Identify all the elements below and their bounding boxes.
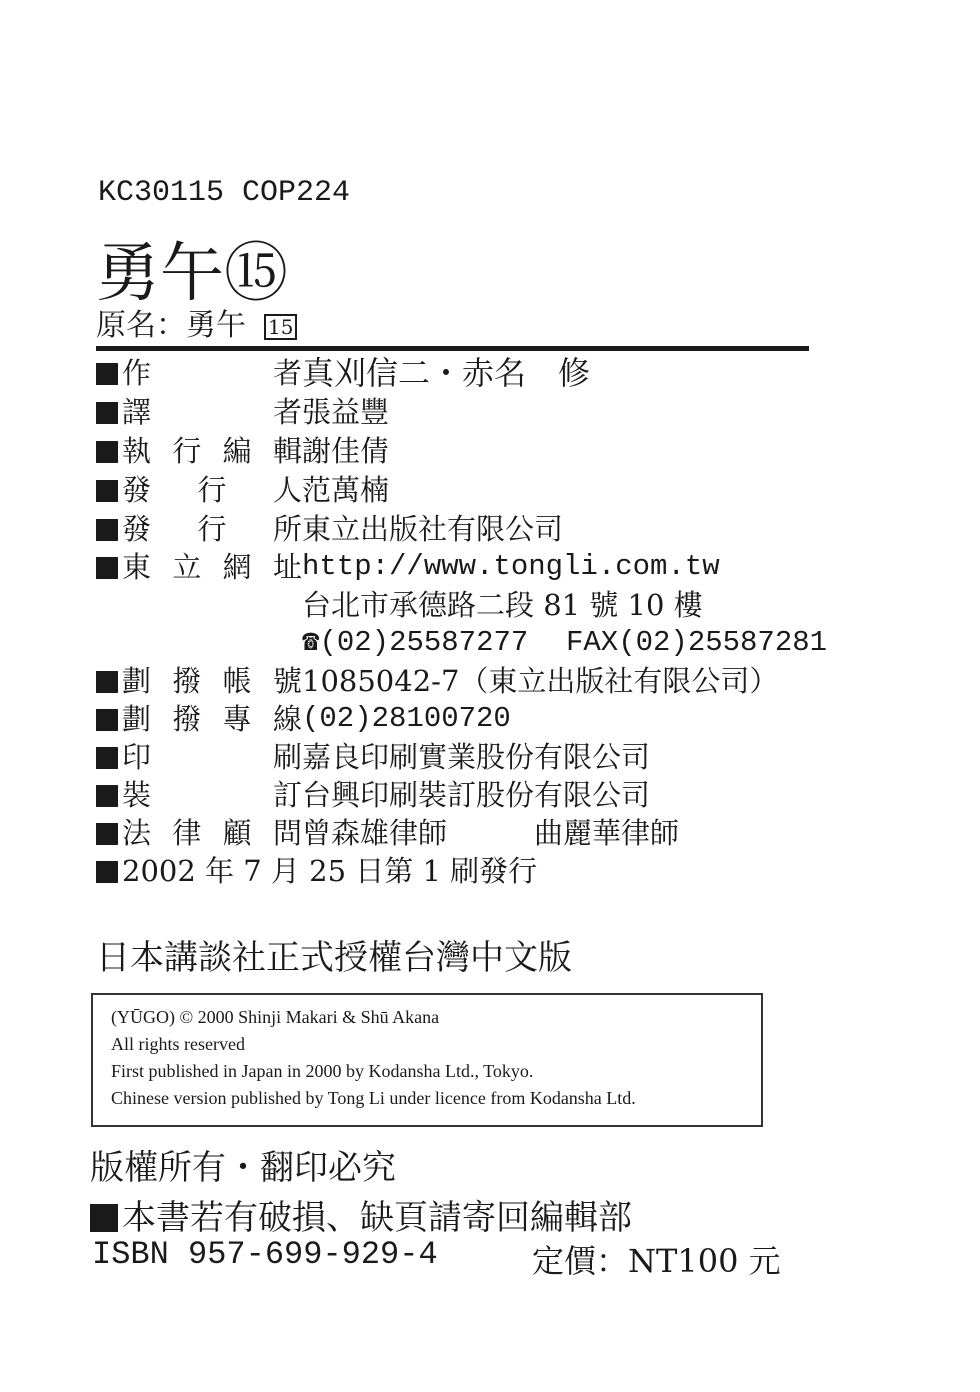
bullet-square <box>96 480 118 502</box>
printing-value: 嘉良印刷實業股份有限公司 <box>302 740 651 774</box>
bullet-square <box>96 861 118 883</box>
editor-value: 謝佳倩 <box>302 434 390 468</box>
bullet-square <box>96 785 118 807</box>
bullet-square <box>96 519 118 541</box>
credit-row-website: 東立網址 <box>96 548 302 586</box>
copyright-line: All rights reserved <box>111 1034 245 1054</box>
phone-number: ☎(02)25587277 <box>302 626 529 659</box>
volume-box: 15 <box>264 314 297 340</box>
bullet-square <box>96 709 118 731</box>
bullet-square <box>96 441 118 463</box>
rights-reserved: 版權所有・翻印必究 <box>90 1148 396 1188</box>
credit-row-company: 發 行 所 <box>96 510 302 548</box>
publication-date: 2002 年 7 月 25 日第 1 刷發行 <box>96 852 537 890</box>
price: 定價：NT100 元 <box>532 1242 781 1280</box>
credit-row-binding: 裝 訂 <box>96 776 302 814</box>
publisher-value: 范萬楠 <box>302 473 390 507</box>
credit-row-translator: 譯 者 <box>96 393 302 431</box>
credit-row-account: 劃撥帳號 <box>96 662 302 700</box>
author-value: 真刈信二・赤名 修 <box>302 354 591 392</box>
fax-number: FAX(02)25587281 <box>566 626 828 659</box>
account-value: 1085042-7（東立出版社有限公司） <box>302 664 779 698</box>
copyright-line: First published in Japan in 2000 by Kodansha Ltd., Tokyo. <box>111 1061 534 1081</box>
book-title: 勇午⑮ <box>96 237 288 311</box>
authorization-statement: 日本講談社正式授權台灣中文版 <box>96 938 572 978</box>
bullet-square <box>96 823 118 845</box>
bullet-square <box>96 402 118 424</box>
header-rule <box>96 346 809 351</box>
binding-value: 台興印刷裝訂股份有限公司 <box>302 778 651 812</box>
credit-row-hotline: 劃撥專線 <box>96 700 302 738</box>
copyright-box <box>91 993 763 1127</box>
isbn: ISBN 957-699-929-4 <box>92 1236 438 1273</box>
address: 台北市承德路二段 81 號 10 樓 <box>302 588 703 622</box>
credit-row-legal: 法律顧問 <box>96 814 302 852</box>
credit-row-printing: 印 刷 <box>96 738 302 776</box>
original-title <box>96 300 297 344</box>
website-link[interactable]: http://www.tongli.com.tw <box>302 550 720 583</box>
copyright-line: (YŪGO) © 2000 Shinji Makari & Shū Akana <box>111 1007 440 1027</box>
bullet-square <box>96 671 118 693</box>
credit-row-author: 作 者 <box>96 354 302 392</box>
bullet-square <box>96 747 118 769</box>
original-title-label: 原名：勇午 <box>96 308 246 343</box>
product-code: KC30115 COP224 <box>98 176 351 210</box>
company-value: 東立出版社有限公司 <box>302 512 564 546</box>
credit-row-publisher: 發 行 人 <box>96 471 302 509</box>
bullet-square <box>96 363 118 385</box>
damage-notice: 本書若有破損、缺頁請寄回編輯部 <box>90 1190 632 1239</box>
credit-row-editor: 執行編輯 <box>96 432 302 470</box>
legal-advisor-1: 曾森雄律師 <box>302 816 448 850</box>
copyright-line: Chinese version published by Tong Li under licence from Kodansha Ltd. <box>111 1088 636 1108</box>
bullet-square <box>96 557 118 579</box>
legal-advisor-2: 曲麗華律師 <box>534 816 680 850</box>
hotline-value: (02)28100720 <box>302 702 511 735</box>
translator-value: 張益豐 <box>302 395 390 429</box>
bullet-square <box>90 1204 118 1232</box>
